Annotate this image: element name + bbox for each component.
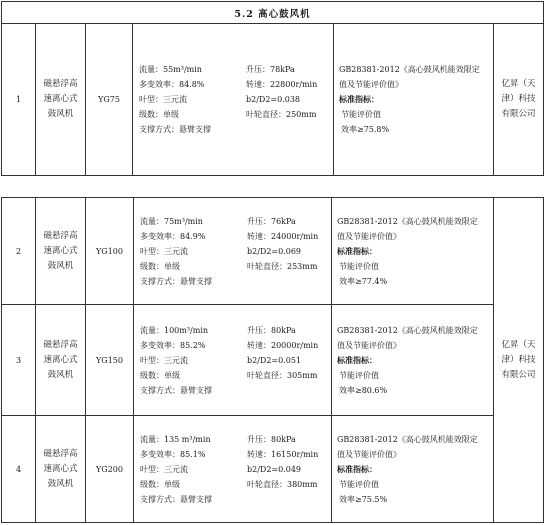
param: 支撑方式：悬臂支撑 bbox=[140, 494, 212, 504]
standard-eval: 节能评价值 bbox=[339, 370, 379, 380]
param: 支撑方式：悬臂支撑 bbox=[140, 385, 212, 395]
param-line bbox=[140, 462, 331, 477]
param: 转速：20000r/min bbox=[247, 340, 319, 350]
param-line bbox=[140, 323, 331, 338]
param-line bbox=[140, 492, 331, 507]
standard-label: 标准指标： bbox=[339, 94, 379, 104]
table-row bbox=[2, 305, 544, 416]
standard-eval: 效率≥77.4% bbox=[339, 276, 388, 286]
param: 级数：单级 bbox=[139, 110, 179, 119]
param: 转速：24000r/min bbox=[247, 231, 319, 241]
param-line bbox=[140, 214, 331, 229]
param: b2/D2=0.051 bbox=[247, 355, 302, 365]
param: 转速：16150r/min bbox=[247, 449, 319, 459]
param: 叶轮直径：250mm bbox=[246, 110, 317, 119]
product-name-line: 速离心式 bbox=[43, 94, 78, 104]
param-line bbox=[139, 122, 333, 137]
param-line bbox=[139, 107, 333, 122]
product-name-line: 速离心式 bbox=[43, 245, 78, 256]
blower-table-1 bbox=[1, 1, 544, 176]
standard-line: GB28381-2012《高心鼓风机能效限定 bbox=[337, 216, 478, 226]
company-name bbox=[494, 24, 544, 176]
table-row bbox=[2, 198, 544, 305]
param-line bbox=[140, 274, 331, 289]
standard-label: 标准指标： bbox=[337, 245, 377, 256]
param: b2/D2=0.038 bbox=[246, 95, 301, 104]
param: 叶型：三元流 bbox=[139, 95, 187, 104]
param-line bbox=[140, 244, 331, 259]
standard-line: GB28381-2012《高心鼓风机能效限定 bbox=[337, 434, 478, 444]
technical-parameters bbox=[133, 24, 334, 176]
technical-parameters bbox=[134, 416, 332, 523]
param: 叶型：三元流 bbox=[140, 464, 188, 474]
standard-line: 值及节能评价值》 bbox=[337, 340, 401, 350]
param: 流量：135 m³/min bbox=[140, 434, 211, 444]
product-name bbox=[36, 24, 86, 176]
section-title: 5.2 高心鼓风机 bbox=[2, 2, 544, 24]
standard-reference bbox=[332, 305, 494, 416]
product-name-line: 磁悬浮高 bbox=[43, 448, 78, 459]
table-row bbox=[2, 416, 544, 523]
standard-line: GB28381-2012《高心鼓风机能效限定 bbox=[337, 325, 478, 335]
product-name-line: 磁悬浮高 bbox=[43, 230, 78, 241]
company-line: 有限公司 bbox=[501, 109, 536, 119]
param: 支撑方式：悬臂支撑 bbox=[140, 276, 212, 286]
param: 级数：单级 bbox=[140, 370, 180, 380]
param-line bbox=[139, 62, 333, 77]
param-line bbox=[140, 447, 331, 462]
param: 升压：80kPa bbox=[247, 325, 296, 335]
standard-reference bbox=[334, 24, 494, 176]
param-line bbox=[139, 92, 333, 107]
param-line bbox=[140, 477, 331, 492]
standard-eval: 效率≥75.5% bbox=[339, 494, 388, 504]
param: 叶型：三元流 bbox=[140, 246, 188, 256]
model-number: YG75 bbox=[86, 24, 133, 176]
row-number: 3 bbox=[2, 305, 36, 416]
company-line: 亿昇（天 bbox=[501, 79, 536, 89]
param-line bbox=[140, 338, 331, 353]
param: 级数：单级 bbox=[140, 261, 180, 271]
row-number: 1 bbox=[2, 24, 36, 176]
param-line bbox=[140, 368, 331, 383]
product-name-line: 鼓风机 bbox=[47, 478, 74, 489]
product-name-line: 磁悬浮高 bbox=[43, 79, 78, 89]
standard-eval: 节能评价值 bbox=[339, 479, 379, 489]
model-number: YG200 bbox=[86, 416, 134, 523]
standard-eval: 节能评价值 bbox=[341, 110, 381, 119]
product-name bbox=[36, 198, 86, 305]
param: 流量：75m³/min bbox=[140, 216, 203, 226]
param: 升压：76kPa bbox=[247, 216, 296, 226]
param: 转速：22800r/min bbox=[246, 80, 318, 89]
standard-line: 值及节能评价值》 bbox=[337, 449, 401, 459]
standard-label: 标准指标： bbox=[337, 354, 377, 365]
technical-parameters bbox=[134, 198, 332, 305]
product-name bbox=[36, 305, 86, 416]
param-line bbox=[140, 353, 331, 368]
product-name-line: 磁悬浮高 bbox=[43, 339, 78, 350]
param: 流量：55m³/min bbox=[139, 65, 202, 74]
param: 多变效率：85.1% bbox=[140, 449, 206, 459]
technical-parameters bbox=[134, 305, 332, 416]
param: 流量：100m³/min bbox=[140, 325, 209, 335]
model-number: YG100 bbox=[86, 198, 134, 305]
param-line bbox=[140, 432, 331, 447]
param: 叶型：三元流 bbox=[140, 355, 188, 365]
standard-reference bbox=[332, 198, 494, 305]
param: 支撑方式：悬臂支撑 bbox=[139, 125, 211, 134]
product-name-line: 鼓风机 bbox=[47, 260, 74, 271]
company-line: 津）科技 bbox=[501, 94, 536, 104]
param: 多变效率：84.8% bbox=[139, 80, 205, 89]
standard-eval: 节能评价值 bbox=[339, 261, 379, 271]
param-line bbox=[140, 229, 331, 244]
param: 升压：80kPa bbox=[247, 434, 296, 444]
standard-line: GB28381-2012《高心鼓风机能效限定 bbox=[339, 65, 480, 74]
param: 多变效率：85.2% bbox=[140, 340, 206, 350]
standard-eval: 效率≥75.8% bbox=[341, 125, 390, 134]
product-name bbox=[36, 416, 86, 523]
section-title-row bbox=[2, 2, 544, 24]
param: 升压：78kPa bbox=[246, 65, 295, 74]
standard-reference bbox=[332, 416, 494, 523]
param: b2/D2=0.049 bbox=[247, 464, 302, 474]
standard-eval: 效率≥80.6% bbox=[339, 385, 388, 395]
standard-line: 值及节能评价值》 bbox=[337, 231, 401, 241]
product-name-line: 鼓风机 bbox=[47, 369, 74, 380]
row-number: 2 bbox=[2, 198, 36, 305]
company-line: 津）科技 bbox=[501, 354, 536, 365]
standard-line: 值及节能评价值》 bbox=[339, 80, 403, 89]
param: b2/D2=0.069 bbox=[247, 246, 302, 256]
product-name-line: 速离心式 bbox=[43, 354, 78, 365]
param: 叶轮直径：380mm bbox=[247, 479, 318, 489]
product-name-line: 鼓风机 bbox=[47, 109, 74, 119]
param-line bbox=[140, 383, 331, 398]
company-line: 亿昇（天 bbox=[501, 339, 536, 350]
model-number: YG150 bbox=[86, 305, 134, 416]
company-line: 有限公司 bbox=[501, 369, 536, 380]
company-name bbox=[494, 198, 544, 523]
product-name-line: 速离心式 bbox=[43, 463, 78, 474]
param: 多变效率：84.9% bbox=[140, 231, 206, 241]
table-row bbox=[2, 24, 544, 176]
param: 叶轮直径：305mm bbox=[247, 370, 318, 380]
param-line bbox=[140, 259, 331, 274]
blower-table-2 bbox=[1, 197, 544, 523]
param: 级数：单级 bbox=[140, 479, 180, 489]
param: 叶轮直径：253mm bbox=[247, 261, 318, 271]
standard-label: 标准指标： bbox=[337, 463, 377, 474]
param-line bbox=[139, 77, 333, 92]
row-number: 4 bbox=[2, 416, 36, 523]
